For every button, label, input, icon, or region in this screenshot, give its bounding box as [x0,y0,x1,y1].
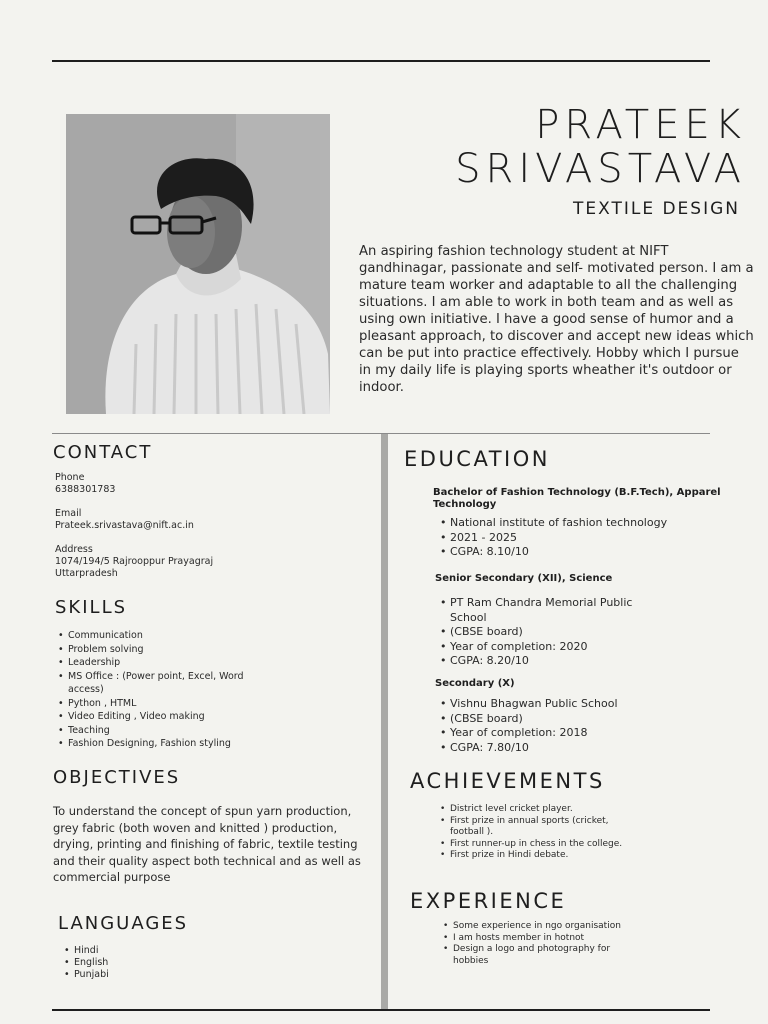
list-item: • First runner-up in chess in the college. [437,839,637,851]
education-heading-1: Bachelor of Fashion Technology (B.F.Tech), Apparel Technology [433,487,721,510]
list-item: • Hindi [61,945,211,957]
list-item: • Teaching [55,724,270,738]
list-item: • (CBSE board) [437,625,662,640]
list-item: • Video Editing , Video making [55,710,270,724]
top-rule [52,60,710,62]
objectives-text: To understand the concept of spun yarn production, grey fabric (both woven and knitted ) production, drying, printing and finishing of fabric, textile testing and their quality aspect both technical and as well as commercial purpose [53,804,361,884]
achievements-title: ACHIEVEMENTS [410,769,605,793]
list-item: • CGPA: 7.80/10 [437,741,697,756]
languages-title: LANGUAGES [58,913,189,934]
bottom-rule [52,1009,710,1011]
list-item: • Fashion Designing, Fashion styling [55,737,270,751]
education-list-1 [437,516,737,560]
list-item: • Punjabi [61,969,211,981]
address-line-2: Uttarpradesh [55,568,118,579]
achievements-list [437,804,637,862]
name-last: SRIVASTAVA [455,146,746,192]
email-value[interactable]: Prateek.srivastava@nift.ac.in [55,520,194,531]
education-heading-3: Secondary (X) [435,678,515,689]
list-item: • MS Office : (Power point, Excel, Word access) [55,670,270,697]
contact-title: CONTACT [53,442,153,463]
list-item: • First prize in Hindi debate. [437,850,637,862]
phone-label: Phone [55,472,85,483]
name-first: PRATEEK [535,102,746,148]
skills-list [55,629,270,751]
experience-title: EXPERIENCE [410,889,567,913]
contact-block [55,472,355,580]
list-item: • (CBSE board) [437,712,697,727]
list-item: • CGPA: 8.10/10 [437,545,737,560]
list-item: • CGPA: 8.20/10 [437,654,662,669]
list-item: • Leadership [55,656,270,670]
list-item: • District level cricket player. [437,804,637,816]
education-title: EDUCATION [404,447,550,471]
list-item: • Python , HTML [55,697,270,711]
education-list-2 [437,596,662,669]
objectives-title: OBJECTIVES [53,767,181,788]
list-item: • 2021 - 2025 [437,531,737,546]
list-item: • Year of completion: 2020 [437,640,662,655]
address-label: Address [55,544,93,555]
education-list-3 [437,697,697,755]
list-item: • I am hosts member in hotnot [440,933,640,945]
bio-paragraph: An aspiring fashion technology student at NIFT gandhinagar, passionate and self- motivated person. I am a mature team worker and adaptable to all the challenging situations. I am able to work in both team and as well as using own initiative. I have a good sense of humor and a pleasant approach, to discover and accept new ideas which can be put into practice effectively. Hobby which I pursue in my daily life is playing sports wheather it's outdoor or indoor. [359,244,754,395]
profile-photo [66,114,330,414]
list-item: • Design a logo and photography for hobbies [440,944,640,967]
email-label: Email [55,508,82,519]
address-line-1: 1074/194/5 Rajrooppur Prayagraj [55,556,214,567]
education-heading-2: Senior Secondary (XII), Science [435,573,613,584]
languages-list [61,945,211,981]
list-item: • English [61,957,211,969]
column-divider [381,434,388,1010]
skills-title: SKILLS [55,597,128,618]
list-item: • Problem solving [55,643,270,657]
list-item: • PT Ram Chandra Memorial Public School [437,596,662,625]
experience-list [440,921,640,967]
list-item: • National institute of fashion technology [437,516,737,531]
list-item: • First prize in annual sports (cricket, football ). [437,816,637,839]
list-item: • Communication [55,629,270,643]
list-item: • Year of completion: 2018 [437,726,697,741]
list-item: • Vishnu Bhagwan Public School [437,697,697,712]
phone-value[interactable]: 6388301783 [55,484,116,495]
subtitle: TEXTILE DESIGN [572,199,740,219]
list-item: • Some experience in ngo organisation [440,921,640,933]
